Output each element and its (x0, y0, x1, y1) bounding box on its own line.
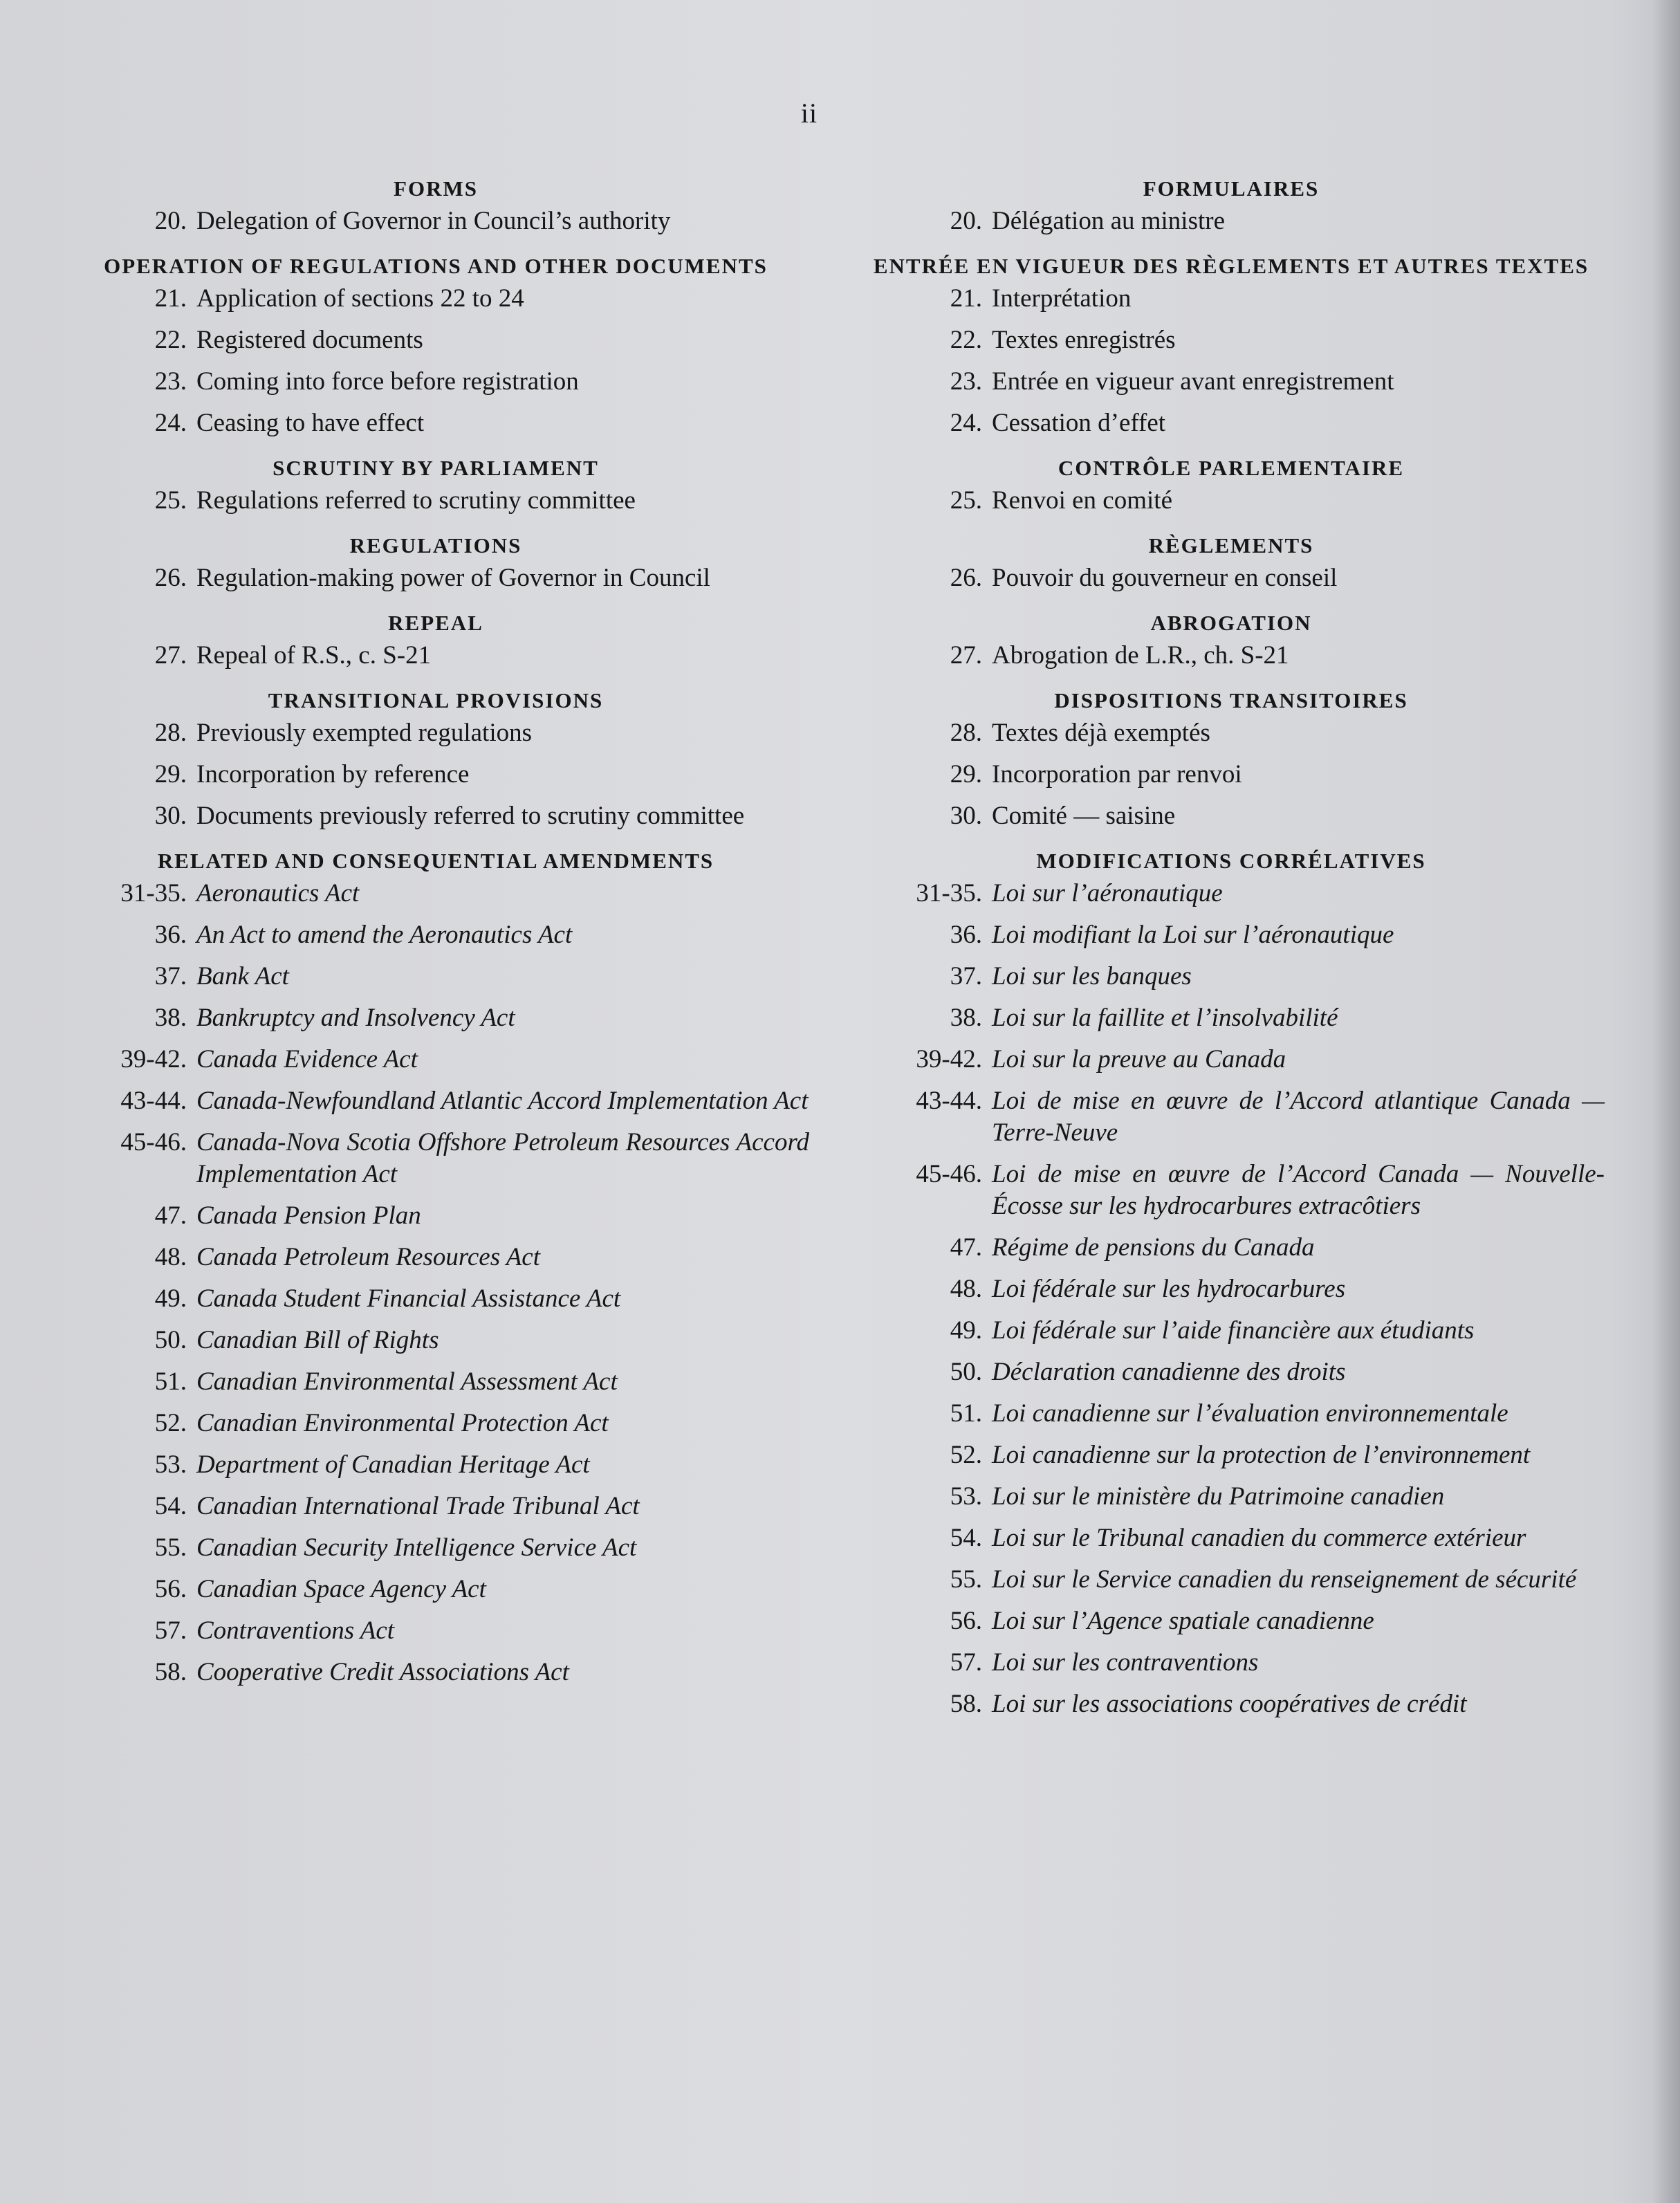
toc-entry (858, 640, 1605, 672)
section-title: Contraventions Act (196, 1616, 395, 1645)
toc-entry (858, 717, 1605, 749)
section-title: Canadian Environmental Assessment Act (196, 1367, 618, 1396)
section-title: Canada Evidence Act (196, 1045, 418, 1073)
french-column (858, 176, 1605, 1730)
toc-entry (62, 1574, 809, 1605)
section-number: 57. (950, 1648, 982, 1677)
section-number: 52. (950, 1441, 982, 1469)
section-title: Canadian Environmental Protection Act (196, 1409, 609, 1437)
section-title: Canada-Newfoundland Atlantic Accord Implementation Act (196, 1087, 809, 1115)
toc-entry (858, 1273, 1605, 1305)
section-number: 36. (154, 921, 187, 949)
section-title: Regulations referred to scrutiny committee (196, 486, 636, 515)
toc-entry (62, 1242, 809, 1273)
section-title: An Act to amend the Aeronautics Act (196, 921, 573, 949)
section-title: Cessation d’effet (992, 409, 1166, 437)
section-number: 27. (154, 641, 187, 670)
section-number: 50. (950, 1358, 982, 1386)
section-number: 23. (154, 367, 187, 396)
section-heading: ABROGATION (1150, 611, 1312, 635)
section-heading: OPERATION OF REGULATIONS AND OTHER DOCUMENTS (104, 254, 768, 278)
section-title: Loi de mise en œuvre de l’Accord atlantique Canada — Terre-Neuve (992, 1087, 1605, 1147)
section-number: 21. (950, 284, 982, 313)
section-number: 27. (950, 641, 982, 670)
section-title: Cooperative Credit Associations Act (196, 1658, 569, 1686)
section-title: Previously exempted regulations (196, 719, 533, 747)
section-heading: MODIFICATIONS CORRÉLATIVES (1036, 849, 1426, 873)
section-number: 58. (950, 1690, 982, 1718)
section-number: 28. (154, 719, 187, 747)
section-heading: DISPOSITIONS TRANSITOIRES (1054, 688, 1408, 712)
toc-entry (62, 1002, 809, 1034)
section-number: 30. (950, 802, 982, 830)
toc-entry (62, 1200, 809, 1232)
section-number: 49. (154, 1284, 187, 1313)
toc-entry (62, 717, 809, 749)
toc-entry (62, 1615, 809, 1647)
toc-entry (858, 919, 1605, 951)
section-number: 22. (154, 326, 187, 354)
section-number: 54. (950, 1524, 982, 1552)
section-title: Loi sur les banques (992, 962, 1192, 990)
section-number: 20. (950, 207, 982, 235)
toc-entry (62, 759, 809, 791)
section-title: Documents previously referred to scrutiny committee (196, 802, 745, 830)
section-title: Loi canadienne sur l’évaluation environnementale (992, 1399, 1508, 1428)
section-heading: FORMULAIRES (1143, 176, 1320, 201)
section-number: 29. (154, 760, 187, 789)
toc-entry (858, 485, 1605, 517)
section-number: 51. (950, 1399, 982, 1428)
section-title: Loi de mise en œuvre de l’Accord Canada — Nouvelle-Écosse sur les hydrocarbures extracôtiers (992, 1160, 1605, 1220)
section-title: Interprétation (992, 284, 1132, 313)
section-number: 55. (154, 1533, 187, 1562)
section-title: Application of sections 22 to 24 (196, 284, 524, 313)
toc-entry (62, 1325, 809, 1356)
section-heading: RELATED AND CONSEQUENTIAL AMENDMENTS (157, 849, 714, 873)
toc-entry (858, 366, 1605, 398)
section-title: Canadian Space Agency Act (196, 1575, 486, 1603)
section-number: 49. (950, 1316, 982, 1345)
section-number: 31-35. (916, 879, 982, 907)
section-number: 38. (154, 1004, 187, 1032)
section-heading: ENTRÉE EN VIGUEUR DES RÈGLEMENTS ET AUTRES TEXTES (873, 254, 1589, 278)
toc-entry (62, 562, 809, 594)
toc-entry (858, 1522, 1605, 1554)
toc-entry (858, 407, 1605, 439)
section-title: Entrée en vigueur avant enregistrement (992, 367, 1394, 396)
section-title: Loi sur le Service canadien du renseignement de sécurité (992, 1565, 1577, 1594)
section-number: 54. (154, 1492, 187, 1520)
section-title: Loi sur le ministère du Patrimoine canadien (992, 1482, 1445, 1511)
section-title: Textes enregistrés (992, 326, 1176, 354)
toc-entry (62, 1449, 809, 1481)
section-number: 37. (154, 962, 187, 990)
section-heading: REGULATIONS (349, 533, 522, 557)
section-number: 53. (950, 1482, 982, 1511)
toc-entry (62, 1491, 809, 1522)
toc-entry (858, 1647, 1605, 1679)
toc-entry (62, 919, 809, 951)
section-title: Ceasing to have effect (196, 409, 425, 437)
section-title: Canadian Security Intelligence Service Act (196, 1533, 637, 1562)
section-title: Canada Student Financial Assistance Act (196, 1284, 621, 1313)
section-title: Bank Act (196, 962, 289, 990)
section-title: Textes déjà exemptés (992, 719, 1210, 747)
toc-entry (62, 205, 809, 237)
section-number: 24. (154, 409, 187, 437)
section-title: Regulation-making power of Governor in Council (196, 564, 710, 592)
section-title: Canada Pension Plan (196, 1201, 421, 1230)
toc-entry (62, 1657, 809, 1688)
section-title: Abrogation de L.R., ch. S-21 (992, 641, 1289, 670)
section-number: 20. (154, 207, 187, 235)
section-title: Repeal of R.S., c. S-21 (196, 641, 432, 670)
page-number: ii (800, 98, 818, 129)
section-number: 50. (154, 1326, 187, 1354)
toc-entry (858, 1356, 1605, 1388)
section-title: Comité — saisine (992, 802, 1176, 830)
section-title: Loi canadienne sur la protection de l’environnement (992, 1441, 1531, 1469)
toc-entry (62, 1044, 809, 1076)
toc-entry (858, 283, 1605, 315)
section-title: Delegation of Governor in Council’s authority (196, 207, 671, 235)
section-heading: TRANSITIONAL PROVISIONS (268, 688, 604, 712)
section-number: 48. (154, 1243, 187, 1271)
toc-entry (858, 1044, 1605, 1076)
section-number: 39-42. (120, 1045, 187, 1073)
section-number: 52. (154, 1409, 187, 1437)
toc-entry (858, 800, 1605, 832)
section-title: Department of Canadian Heritage Act (196, 1450, 590, 1479)
section-number: 30. (154, 802, 187, 830)
section-number: 31-35. (120, 879, 187, 907)
section-number: 56. (154, 1575, 187, 1603)
toc-entry (62, 961, 809, 993)
section-title: Canada Petroleum Resources Act (196, 1243, 541, 1271)
section-number: 53. (154, 1450, 187, 1479)
toc-entry (62, 1532, 809, 1564)
section-number: 45-46. (120, 1128, 187, 1156)
section-number: 28. (950, 719, 982, 747)
toc-entry (62, 485, 809, 517)
section-title: Délégation au ministre (992, 207, 1226, 235)
toc-entry (858, 759, 1605, 791)
page-edge-shadow (1652, 0, 1680, 2203)
section-number: 47. (154, 1201, 187, 1230)
toc-entry (62, 324, 809, 356)
section-heading: CONTRÔLE PARLEMENTAIRE (1058, 456, 1405, 480)
section-title: Loi sur les associations coopératives de crédit (992, 1690, 1467, 1718)
section-number: 26. (154, 564, 187, 592)
section-number: 51. (154, 1367, 187, 1396)
toc-entry (62, 366, 809, 398)
toc-entry (62, 1366, 809, 1398)
section-number: 48. (950, 1275, 982, 1303)
section-number: 57. (154, 1616, 187, 1645)
section-title: Canada-Nova Scotia Offshore Petroleum Resources Accord Implementation Act (196, 1128, 809, 1188)
section-number: 36. (950, 921, 982, 949)
section-title: Loi fédérale sur l’aide financière aux étudiants (992, 1316, 1475, 1345)
section-title: Bankruptcy and Insolvency Act (196, 1004, 515, 1032)
section-number: 39-42. (916, 1045, 982, 1073)
toc-entry (858, 1605, 1605, 1637)
section-number: 43-44. (120, 1087, 187, 1115)
toc-entry (858, 1688, 1605, 1720)
toc-entry (858, 324, 1605, 356)
section-number: 45-46. (916, 1160, 982, 1188)
toc-entry (858, 961, 1605, 993)
section-number: 25. (950, 486, 982, 515)
section-title: Aeronautics Act (196, 879, 360, 907)
section-title: Pouvoir du gouverneur en conseil (992, 564, 1338, 592)
toc-entry (858, 1085, 1605, 1149)
section-title: Loi sur les contraventions (992, 1648, 1259, 1677)
section-title: Loi modifiant la Loi sur l’aéronautique (992, 921, 1394, 949)
toc-entry (858, 1159, 1605, 1222)
toc-entry (858, 1564, 1605, 1596)
section-heading: SCRUTINY BY PARLIAMENT (273, 456, 599, 480)
section-title: Loi sur l’Agence spatiale canadienne (992, 1607, 1374, 1635)
section-number: 26. (950, 564, 982, 592)
section-title: Coming into force before registration (196, 367, 579, 396)
toc-entry (858, 205, 1605, 237)
toc-entry (62, 1085, 809, 1117)
toc-entry (62, 1283, 809, 1315)
section-title: Incorporation par renvoi (992, 760, 1242, 789)
toc-entry (62, 407, 809, 439)
section-title: Incorporation by reference (196, 760, 470, 789)
section-number: 37. (950, 962, 982, 990)
section-number: 58. (154, 1658, 187, 1686)
section-number: 21. (154, 284, 187, 313)
toc-entry (858, 1481, 1605, 1513)
section-title: Loi fédérale sur les hydrocarbures (992, 1275, 1346, 1303)
section-number: 43-44. (916, 1087, 982, 1115)
toc-entry (62, 878, 809, 910)
toc-entry (62, 1127, 809, 1190)
section-number: 29. (950, 760, 982, 789)
toc-entry (62, 1408, 809, 1439)
section-title: Loi sur la preuve au Canada (992, 1045, 1286, 1073)
section-title: Canadian Bill of Rights (196, 1326, 439, 1354)
section-number: 22. (950, 326, 982, 354)
section-title: Loi sur la faillite et l’insolvabilité (992, 1004, 1338, 1032)
toc-entry (858, 1398, 1605, 1430)
section-number: 47. (950, 1233, 982, 1262)
section-heading: REPEAL (388, 611, 483, 635)
section-number: 55. (950, 1565, 982, 1594)
toc-entry (858, 878, 1605, 910)
section-title: Régime de pensions du Canada (992, 1233, 1315, 1262)
toc-entry (858, 1439, 1605, 1471)
toc-entry (858, 562, 1605, 594)
section-title: Canadian International Trade Tribunal Act (196, 1492, 640, 1520)
toc-entry (858, 1232, 1605, 1264)
english-column (62, 176, 809, 1698)
section-number: 38. (950, 1004, 982, 1032)
section-heading: RÈGLEMENTS (1148, 533, 1314, 557)
toc-entry (62, 283, 809, 315)
section-title: Déclaration canadienne des droits (992, 1358, 1346, 1386)
section-title: Registered documents (196, 326, 423, 354)
section-title: Loi sur l’aéronautique (992, 879, 1223, 907)
section-number: 24. (950, 409, 982, 437)
toc-entry (858, 1315, 1605, 1347)
section-heading: FORMS (394, 176, 478, 201)
toc-entry (62, 800, 809, 832)
section-number: 23. (950, 367, 982, 396)
section-title: Loi sur le Tribunal canadien du commerce extérieur (992, 1524, 1526, 1552)
section-title: Renvoi en comité (992, 486, 1172, 515)
section-number: 56. (950, 1607, 982, 1635)
section-number: 25. (154, 486, 187, 515)
toc-entry (62, 640, 809, 672)
toc-entry (858, 1002, 1605, 1034)
